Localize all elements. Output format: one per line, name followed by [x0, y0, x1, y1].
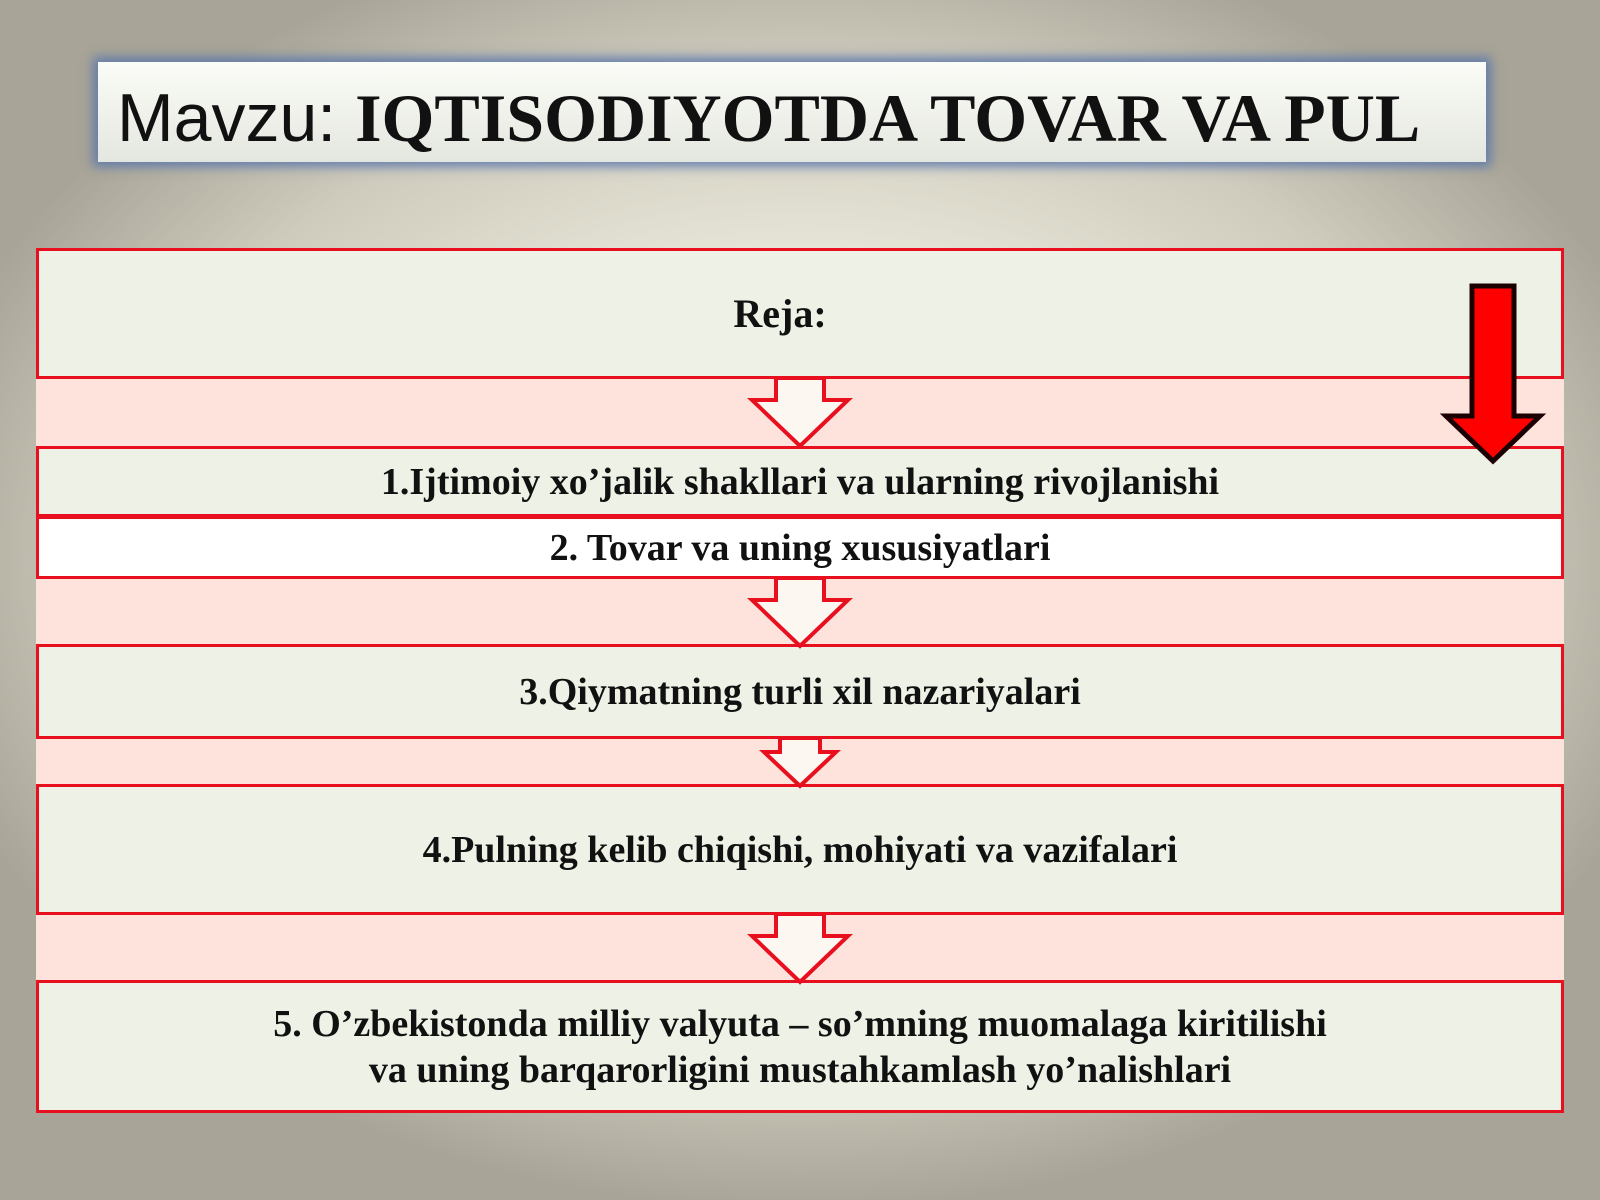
plan-item-1: 1.Ijtimoiy xo’jalik shakllari va ularning rivojlanishi	[380, 460, 1220, 503]
down-arrow-outline-icon	[752, 378, 848, 446]
plan-item-5: 5. O’zbekistonda milliy valyuta – so’mning muomalaga kiritilishi va uning barqarorligini mustahkamlash yo’nalishlari	[273, 1002, 1327, 1091]
down-arrow-outline-icon	[764, 738, 836, 786]
plan-heading: Reja:	[733, 291, 827, 336]
title-main: IQTISODIYOTDA TOVAR VA PUL	[355, 80, 1421, 156]
red-down-arrow-icon	[1446, 286, 1540, 461]
title-prefix: Mavzu:	[117, 80, 356, 156]
plan-item-2: 2. Tovar va uning xususiyatlari	[549, 526, 1051, 569]
down-arrow-outline-icon	[752, 578, 848, 646]
plan-item-3: 3.Qiymatning turli xil nazariyalari	[519, 670, 1081, 713]
plan-item-4: 4.Pulning kelib chiqishi, mohiyati va vazifalari	[422, 828, 1178, 871]
down-arrow-outline-icon	[752, 914, 848, 982]
